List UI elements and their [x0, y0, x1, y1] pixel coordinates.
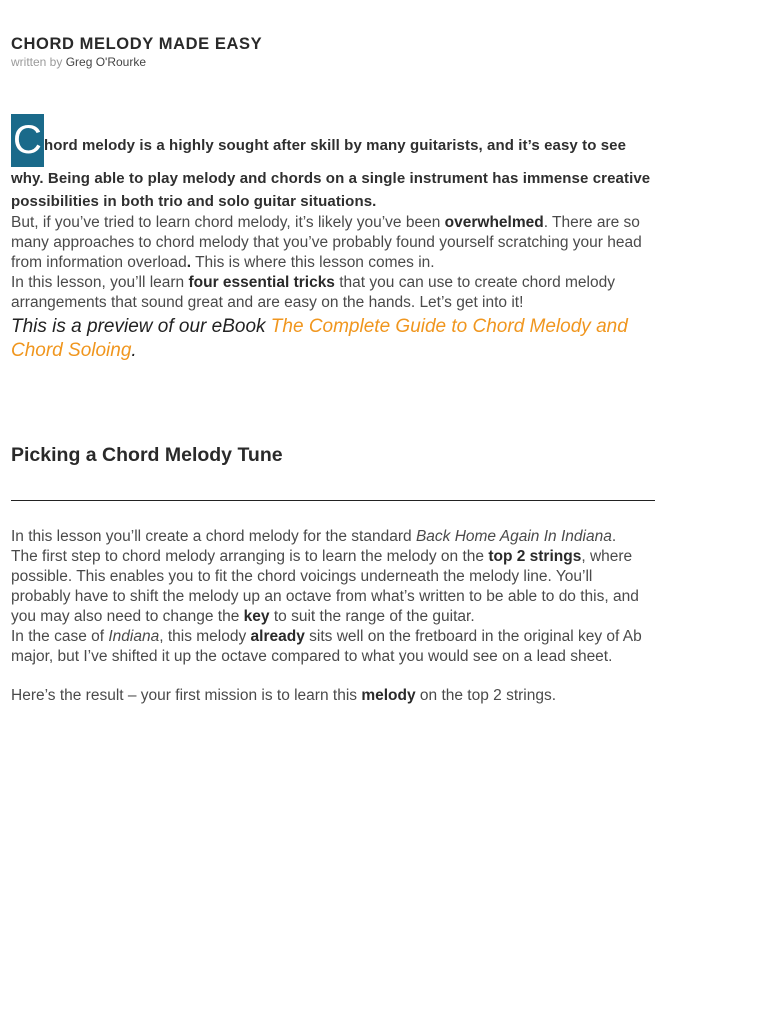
preview-text: This is a preview of our eBook — [11, 316, 271, 337]
text: on the top 2 strings. — [415, 687, 557, 704]
paragraph-essential-tricks — [11, 273, 656, 313]
section-divider — [11, 500, 655, 501]
text: . — [611, 528, 617, 545]
text: In the case of — [11, 628, 109, 645]
section-body — [11, 527, 656, 706]
emphasis: already — [250, 628, 305, 645]
text: . There are so many approaches to chord melody that you’ve probably found yourself scratching your head from information overload — [11, 214, 642, 271]
drop-cap: C — [11, 114, 44, 167]
emphasis: melody — [361, 687, 416, 704]
intro-text: hord melody is a highly sought after skill by many guitarists, and it’s easy to see why. Being able to play melody and chords on a single instrument has immense creative possibilities in both trio and solo guitar situations. — [11, 137, 651, 210]
paragraph-standard — [11, 527, 656, 547]
ebook-link[interactable]: The Complete Guide to Chord Melody and Chord Soloing — [11, 316, 628, 361]
paragraph-indiana — [11, 627, 656, 667]
emphasis: key — [243, 608, 270, 625]
text: The first step to chord melody arranging is to learn the melody on the — [11, 548, 489, 565]
tune-title: Indiana — [108, 628, 160, 645]
emphasis: top 2 strings — [488, 548, 582, 565]
section-heading: Picking a Chord Melody Tune — [11, 444, 283, 466]
intro-paragraph — [11, 114, 656, 213]
paragraph-first-step — [11, 547, 656, 627]
preview-period: . — [131, 340, 137, 361]
text: to suit the range of the guitar. — [269, 608, 475, 625]
text: This is where this lesson comes in. — [191, 254, 435, 271]
text: sits well on the fretboard in the original key of Ab major, but I’ve shifted it up the octave compared to what you would see on a lead sheet. — [11, 628, 642, 665]
text: In this lesson, you’ll learn — [11, 274, 189, 291]
text: Here’s the result – your first mission is to learn this — [11, 687, 362, 704]
text: , this melody — [159, 628, 251, 645]
emphasis: . — [186, 254, 192, 271]
ebook-preview-note — [11, 315, 656, 363]
article — [11, 34, 656, 706]
paragraph-overwhelmed — [11, 213, 656, 273]
text: that you can use to create chord melody arrangements that sound great and are easy on the hands. Let’s get into it! — [11, 274, 615, 311]
emphasis: overwhelmed — [444, 214, 544, 231]
tune-title: Back Home Again In Indiana — [415, 528, 612, 545]
spacer — [11, 667, 656, 686]
text: , where possible. This enables you to fit the chord voicings underneath the melody line. You’ll probably have to shift the melody up an octave from what’s written to be able to do this, and you may also need to change the — [11, 548, 639, 625]
text: In this lesson you’ll create a chord melody for the standard — [11, 528, 416, 545]
text: But, if you’ve tried to learn chord melody, it’s likely you’ve been — [11, 214, 445, 231]
byline — [11, 54, 656, 70]
article-title: CHORD MELODY MADE EASY — [11, 35, 263, 53]
emphasis: four essential tricks — [188, 274, 335, 291]
paragraph-result — [11, 686, 656, 706]
author-name: Greg O'Rourke — [65, 55, 147, 69]
byline-prefix: written by — [11, 55, 63, 69]
